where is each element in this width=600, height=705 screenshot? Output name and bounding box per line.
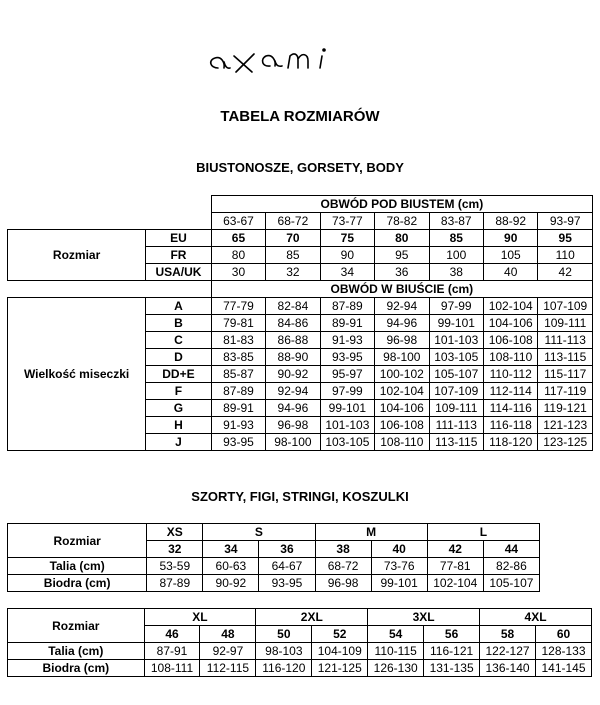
measurement-value: 128-133 (535, 643, 591, 660)
measurement-label: Talia (cm) (8, 643, 145, 660)
size-system: FR (146, 247, 212, 264)
cup-row (8, 298, 593, 315)
measurement-label: Talia (cm) (8, 558, 147, 575)
size-value: 36 (375, 264, 429, 281)
bust-range: 97-99 (320, 383, 374, 400)
bust-range: 113-115 (429, 434, 483, 451)
letter-size-row (8, 524, 540, 541)
bust-range: 102-104 (483, 298, 537, 315)
underbust-range: 68-72 (266, 213, 320, 230)
bust-range: 85-87 (211, 366, 265, 383)
measurement-value: 98-103 (256, 643, 312, 660)
bust-range: 94-96 (266, 400, 320, 417)
measurement-row (8, 575, 540, 592)
measurement-value: 121-125 (312, 660, 368, 677)
measurement-value: 90-92 (203, 575, 259, 592)
bust-range: 94-96 (375, 315, 429, 332)
numeric-size: 40 (371, 541, 427, 558)
measurement-value: 73-76 (371, 558, 427, 575)
bust-range: 103-105 (429, 349, 483, 366)
letter-size: 3XL (368, 609, 480, 626)
cup-size: A (146, 298, 212, 315)
numeric-size: 42 (427, 541, 483, 558)
bust-range: 98-100 (375, 349, 429, 366)
bust-range: 116-118 (483, 417, 537, 434)
measurement-row (8, 643, 592, 660)
size-label: Rozmiar (8, 230, 146, 281)
measurement-value: 141-145 (535, 660, 591, 677)
bust-range: 79-81 (211, 315, 265, 332)
bust-range: 107-109 (429, 383, 483, 400)
bust-range: 117-119 (538, 383, 593, 400)
measurement-value: 126-130 (368, 660, 424, 677)
bust-range: 81-83 (211, 332, 265, 349)
letter-size: XS (147, 524, 203, 541)
bust-range: 89-91 (211, 400, 265, 417)
bust-range: 102-104 (375, 383, 429, 400)
briefs-size-table-a (7, 523, 540, 592)
size-value: 100 (429, 247, 483, 264)
measurement-row (8, 660, 592, 677)
bust-range: 97-99 (429, 298, 483, 315)
bust-range: 114-116 (483, 400, 537, 417)
letter-size: 2XL (256, 609, 368, 626)
size-value: 80 (211, 247, 265, 264)
measurement-value: 87-91 (144, 643, 200, 660)
cup-size: C (146, 332, 212, 349)
bust-range: 87-89 (320, 298, 374, 315)
bust-header: OBWÓD W BIUŚCIE (cm) (211, 281, 592, 298)
bust-range: 111-113 (538, 332, 593, 349)
bust-range: 96-98 (266, 417, 320, 434)
bust-range: 92-94 (266, 383, 320, 400)
size-value: 75 (320, 230, 374, 247)
measurement-value: 82-86 (483, 558, 539, 575)
bust-range: 121-123 (538, 417, 593, 434)
cup-size: J (146, 434, 212, 451)
bust-range: 99-101 (429, 315, 483, 332)
bust-range: 91-93 (211, 417, 265, 434)
bust-range: 109-111 (429, 400, 483, 417)
cup-size: G (146, 400, 212, 417)
measurement-row (8, 558, 540, 575)
bust-range: 108-110 (375, 434, 429, 451)
letter-size: S (203, 524, 315, 541)
size-row (8, 230, 593, 247)
size-value: 90 (483, 230, 537, 247)
bust-range: 109-111 (538, 315, 593, 332)
bust-range: 105-107 (429, 366, 483, 383)
bust-range: 101-103 (429, 332, 483, 349)
bust-range: 104-106 (483, 315, 537, 332)
measurement-value: 105-107 (483, 575, 539, 592)
cup-label: Wielkość miseczki (8, 298, 146, 451)
bust-range: 89-91 (320, 315, 374, 332)
measurement-value: 64-67 (259, 558, 315, 575)
bust-range: 112-114 (483, 383, 537, 400)
numeric-size: 44 (483, 541, 539, 558)
measurement-value: 136-140 (480, 660, 536, 677)
bust-range: 86-88 (266, 332, 320, 349)
size-value: 110 (538, 247, 593, 264)
measurement-value: 104-109 (312, 643, 368, 660)
size-label: Rozmiar (8, 609, 145, 643)
size-value: 85 (266, 247, 320, 264)
size-value: 105 (483, 247, 537, 264)
bust-range: 82-84 (266, 298, 320, 315)
numeric-size: 38 (315, 541, 371, 558)
size-value: 30 (211, 264, 265, 281)
measurement-value: 110-115 (368, 643, 424, 660)
bust-range: 90-92 (266, 366, 320, 383)
bust-range: 111-113 (429, 417, 483, 434)
size-system: EU (146, 230, 212, 247)
size-value: 90 (320, 247, 374, 264)
size-value: 95 (538, 230, 593, 247)
measurement-label: Biodra (cm) (8, 575, 147, 592)
size-value: 34 (320, 264, 374, 281)
bust-range: 99-101 (320, 400, 374, 417)
cup-size: F (146, 383, 212, 400)
bust-range: 87-89 (211, 383, 265, 400)
bust-range: 93-95 (211, 434, 265, 451)
numeric-size: 48 (200, 626, 256, 643)
measurement-value: 93-95 (259, 575, 315, 592)
axami-logo-icon (200, 34, 400, 84)
cup-size: H (146, 417, 212, 434)
bust-range: 84-86 (266, 315, 320, 332)
bust-range: 98-100 (266, 434, 320, 451)
underbust-range: 93-97 (538, 213, 593, 230)
bust-range: 106-108 (375, 417, 429, 434)
underbust-header: OBWÓD POD BIUSTEM (cm) (211, 196, 592, 213)
numeric-size: 34 (203, 541, 259, 558)
measurement-value: 99-101 (371, 575, 427, 592)
measurement-value: 108-111 (144, 660, 200, 677)
cup-size: DD+E (146, 366, 212, 383)
size-value: 42 (538, 264, 593, 281)
bust-range: 96-98 (375, 332, 429, 349)
letter-size: M (315, 524, 427, 541)
letter-size: 4XL (480, 609, 592, 626)
measurement-value: 77-81 (427, 558, 483, 575)
size-value: 32 (266, 264, 320, 281)
size-label: Rozmiar (8, 524, 147, 558)
numeric-size: 58 (480, 626, 536, 643)
header-row (8, 196, 593, 213)
measurement-value: 116-121 (424, 643, 480, 660)
brand-logo (200, 34, 400, 84)
measurement-value: 112-115 (200, 660, 256, 677)
measurement-value: 102-104 (427, 575, 483, 592)
cup-size: B (146, 315, 212, 332)
cup-size: D (146, 349, 212, 366)
measurement-value: 60-63 (203, 558, 259, 575)
bra-size-table (7, 195, 593, 451)
underbust-range: 63-67 (211, 213, 265, 230)
bust-range: 110-112 (483, 366, 537, 383)
section-title-bras: BIUSTONOSZE, GORSETY, BODY (196, 160, 404, 175)
bust-range: 77-79 (211, 298, 265, 315)
bust-range: 91-93 (320, 332, 374, 349)
bust-range: 106-108 (483, 332, 537, 349)
underbust-range: 73-77 (320, 213, 374, 230)
measurement-label: Biodra (cm) (8, 660, 145, 677)
numeric-size: 52 (312, 626, 368, 643)
measurement-value: 92-97 (200, 643, 256, 660)
bust-range: 101-103 (320, 417, 374, 434)
bust-range: 92-94 (375, 298, 429, 315)
size-value: 38 (429, 264, 483, 281)
size-value: 95 (375, 247, 429, 264)
bust-range: 95-97 (320, 366, 374, 383)
letter-size: L (427, 524, 539, 541)
underbust-range: 83-87 (429, 213, 483, 230)
numeric-size: 36 (259, 541, 315, 558)
size-value: 85 (429, 230, 483, 247)
measurement-value: 68-72 (315, 558, 371, 575)
numeric-size: 60 (535, 626, 591, 643)
numeric-size: 56 (424, 626, 480, 643)
measurement-value: 116-120 (256, 660, 312, 677)
bust-range: 107-109 (538, 298, 593, 315)
empty-cell (8, 196, 212, 230)
size-value: 70 (266, 230, 320, 247)
page-title: TABELA ROZMIARÓW (220, 108, 380, 125)
bust-range: 113-115 (538, 349, 593, 366)
underbust-range: 78-82 (375, 213, 429, 230)
numeric-size: 32 (147, 541, 203, 558)
numeric-size: 54 (368, 626, 424, 643)
bust-range: 88-90 (266, 349, 320, 366)
measurement-value: 131-135 (424, 660, 480, 677)
bust-range: 93-95 (320, 349, 374, 366)
size-value: 80 (375, 230, 429, 247)
bust-range: 118-120 (483, 434, 537, 451)
briefs-size-table-b (7, 608, 592, 677)
size-value: 65 (211, 230, 265, 247)
size-value: 40 (483, 264, 537, 281)
bust-range: 83-85 (211, 349, 265, 366)
empty-cell (8, 281, 212, 298)
bust-range: 115-117 (538, 366, 593, 383)
measurement-value: 87-89 (147, 575, 203, 592)
letter-size-row (8, 609, 592, 626)
size-system: USA/UK (146, 264, 212, 281)
measurement-value: 122-127 (480, 643, 536, 660)
section-title-briefs: SZORTY, FIGI, STRINGI, KOSZULKI (191, 489, 409, 504)
measurement-value: 53-59 (147, 558, 203, 575)
underbust-range: 88-92 (483, 213, 537, 230)
bust-range: 108-110 (483, 349, 537, 366)
bust-range: 103-105 (320, 434, 374, 451)
numeric-size: 50 (256, 626, 312, 643)
numeric-size: 46 (144, 626, 200, 643)
bust-range: 104-106 (375, 400, 429, 417)
letter-size: XL (144, 609, 256, 626)
bust-range: 100-102 (375, 366, 429, 383)
bust-range: 119-121 (538, 400, 593, 417)
measurement-value: 96-98 (315, 575, 371, 592)
bust-range: 123-125 (538, 434, 593, 451)
bust-header-row (8, 281, 593, 298)
